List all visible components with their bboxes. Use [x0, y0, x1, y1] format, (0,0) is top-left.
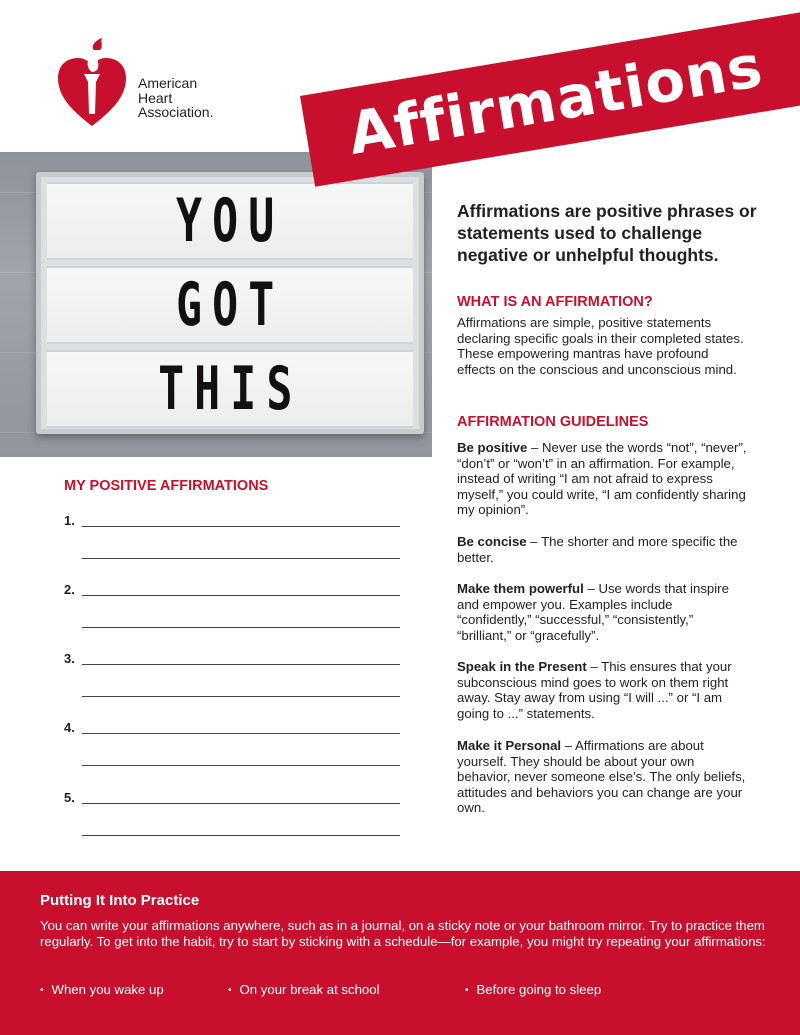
affirmation-line[interactable] — [82, 733, 400, 734]
what-is-text: Affirmations are simple, positive statements declaring specific goals in their completed states. These empowering mantras have profound effects on the conscious and unconscious mind. — [457, 315, 744, 377]
logo-line-2: Heart — [138, 89, 173, 106]
footer-title: Putting It Into Practice — [40, 892, 200, 909]
guideline-item — [457, 659, 757, 721]
footer-bullet — [228, 982, 380, 997]
bullet-icon: • — [465, 985, 469, 996]
practice-footer — [0, 871, 800, 1035]
guideline-text: – The shorter and more specific the better. — [457, 534, 738, 565]
affirmation-number: 2. — [64, 582, 75, 597]
guideline-title: Make it Personal — [457, 738, 562, 753]
affirmation-line[interactable] — [82, 526, 400, 527]
lightbox-text-3: THIS — [157, 354, 303, 424]
logo-text — [138, 76, 213, 120]
affirmation-line[interactable] — [82, 696, 400, 697]
affirmation-line[interactable] — [82, 627, 400, 628]
footer-bullet-text: When you wake up — [51, 982, 164, 997]
guideline-title: Be positive — [457, 440, 528, 455]
my-affirmations-heading: MY POSITIVE AFFIRMATIONS — [64, 478, 269, 494]
guideline-item — [457, 738, 747, 816]
affirmation-line[interactable] — [82, 664, 400, 665]
affirmation-line[interactable] — [82, 803, 400, 804]
guideline-item — [457, 440, 757, 518]
guideline-text: – Never use the words “not”, “never”, “don’t” or “won’t” in an affirmation. For example, instead of writing “I am not afraid to express myself,” you could write, “I am confidently sharing my opinion”. — [457, 440, 747, 518]
lightbox-row-2 — [47, 266, 413, 344]
lightbox-photo — [0, 152, 432, 457]
footer-bullet — [465, 982, 601, 997]
affirmation-number: 4. — [64, 720, 75, 735]
guideline-item — [457, 534, 757, 565]
affirmation-number: 5. — [64, 790, 75, 805]
guideline-title: Speak in the Present — [457, 659, 587, 674]
logo-line-1: American — [138, 75, 198, 91]
guidelines-heading: AFFIRMATION GUIDELINES — [457, 414, 649, 430]
what-is-heading: WHAT IS AN AFFIRMATION? — [457, 294, 653, 310]
bullet-icon: • — [40, 985, 44, 996]
guideline-text: – Use words that inspire and empower you. Examples include “confidently,” “successful,” “consistently,” “brilliant,” or “gracefully”. — [457, 581, 729, 643]
guideline-text: – This ensures that your subconscious mind goes to work on them right away. Stay away from using “I will ...” or “I am going to ...” statements. — [457, 659, 732, 721]
guideline-title: Be concise — [457, 534, 527, 549]
footer-text: You can write your affirmations anywhere, such as in a journal, on a sticky note or your bathroom mirror. Try to practice them regularly. To get into the habit, try to start by sticking with a schedule—for example, you might try repeating your affirmations: — [40, 918, 766, 949]
affirmation-line[interactable] — [82, 835, 400, 836]
bullet-icon: • — [228, 985, 232, 996]
footer-bullet — [40, 982, 164, 997]
page-title: Affirmations — [343, 31, 768, 168]
affirmation-line[interactable] — [82, 558, 400, 559]
lightbox-row-3 — [47, 350, 413, 428]
aha-logo — [54, 38, 244, 128]
intro-text: Affirmations are positive phrases or statements used to challenge negative or unhelpful thoughts. — [457, 201, 757, 265]
affirmation-line[interactable] — [82, 595, 400, 596]
guideline-title: Make them powerful — [457, 581, 584, 596]
affirmation-line[interactable] — [82, 765, 400, 766]
footer-bullet-text: On your break at school — [239, 982, 380, 997]
heart-torch-icon — [54, 38, 130, 130]
affirmation-number: 1. — [64, 513, 75, 528]
guideline-text: – Affirmations are about yourself. They should be about your own behavior, never someone else’s. The only beliefs, attitudes and behaviors you can change are your own. — [457, 738, 746, 816]
lightbox-text-2: GOT — [175, 270, 285, 340]
guideline-item — [457, 581, 747, 643]
lightbox — [36, 172, 424, 434]
footer-bullet-text: Before going to sleep — [476, 982, 602, 997]
logo-line-3: Association. — [138, 104, 214, 120]
affirmation-number: 3. — [64, 651, 75, 666]
lightbox-row-1 — [47, 182, 413, 260]
title-banner — [300, 4, 800, 187]
lightbox-text-1: YOU — [175, 186, 285, 256]
